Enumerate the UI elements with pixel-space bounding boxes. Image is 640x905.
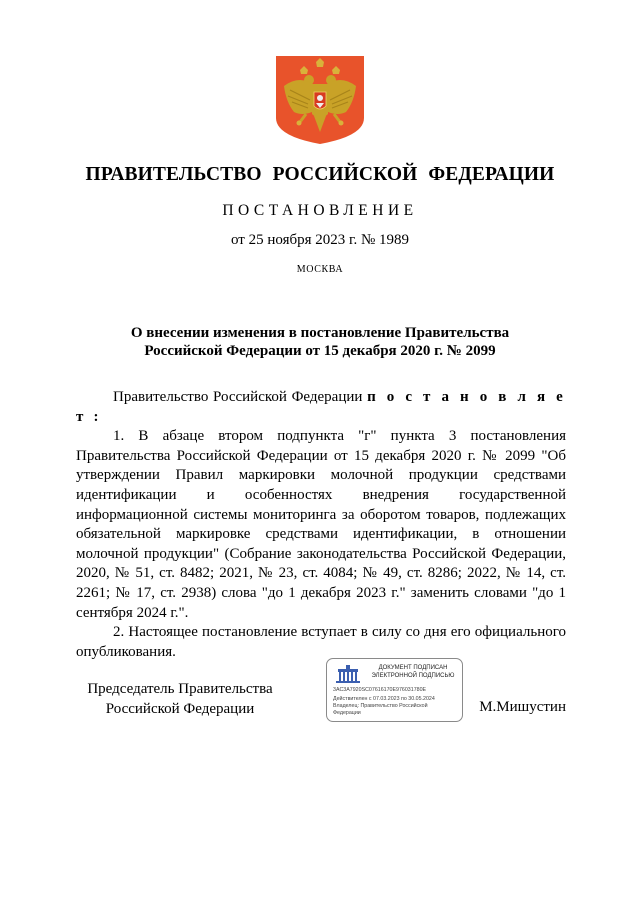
signatory-position: [76, 680, 284, 719]
signatory-position-line-1: Председатель Правительства: [87, 681, 273, 697]
stamp-owner-line-1: Владелец: Правительство Российской: [333, 703, 428, 709]
intro-verb: п о с т а н о в л я е т :: [76, 389, 566, 425]
item-1-paragraph: 1. В абзаце втором подпункта "г" пункта 3 постановления Правительства Российской Федерации от 15 декабря 2020 г. № 2099 "Об утверждении Правил маркировки молочной продукции средствами идентификации и особенностях внедрения государственной информационной системы мониторинга за оборотом товаров, подлежащих обязательной маркировке средствами идентификации, в отношении молочной продукции" (Собрание законодательства Российской Федерации, 2020, № 51, ст. 8482; 2021, № 23, ст. 4084; № 49, ст. 8286; 2022, № 14, ст. 2261; № 17, ст. 2938) слова "до 1 декабря 2023 г." заменить словами "до 1 сентября 2024 г.".: [76, 428, 566, 621]
stamp-title-line-2: ЭЛЕКТРОННОЙ ПОДПИСЬЮ: [371, 673, 455, 679]
city: МОСКВА: [296, 264, 344, 275]
document-type: ПОСТАНОВЛЕНИЕ: [222, 202, 418, 219]
coat-of-arms-emblem: [276, 56, 364, 144]
stamp-title: [367, 664, 459, 680]
decree-body: [76, 388, 566, 662]
stamp-certificate: 3AC3A7920SC07616170E976031780E: [333, 687, 427, 693]
subject-line-2: Российской Федерации от 15 декабря 2020 г. № 2099: [144, 343, 496, 359]
government-building-icon: [333, 664, 363, 684]
decree-subject: [0, 324, 640, 360]
subject-line-1: О внесении изменения в постановление Правительства: [130, 325, 510, 341]
electronic-signature-stamp: [326, 658, 463, 722]
signatory-name: М.Мишустин: [479, 699, 566, 715]
stamp-validity: Действителен с 07.03.2023 по 30.05.2024: [333, 696, 435, 702]
item-2-paragraph: 2. Настоящее постановление вступает в силу со дня его официального опубликования.: [76, 624, 566, 660]
government-title: ПРАВИТЕЛЬСТВО РОССИЙСКОЙ ФЕДЕРАЦИИ: [85, 164, 555, 185]
stamp-owner-line-2: Федерации: [333, 710, 361, 716]
intro-paragraph: [76, 388, 566, 427]
stamp-title-line-1: ДОКУМЕНТ ПОДПИСАН: [378, 665, 448, 671]
decree-date-number: от 25 ноября 2023 г. № 1989: [230, 232, 410, 248]
signatory-position-line-2: Российской Федерации: [105, 700, 255, 717]
intro-lead: Правительство Российской Федерации: [113, 389, 368, 405]
